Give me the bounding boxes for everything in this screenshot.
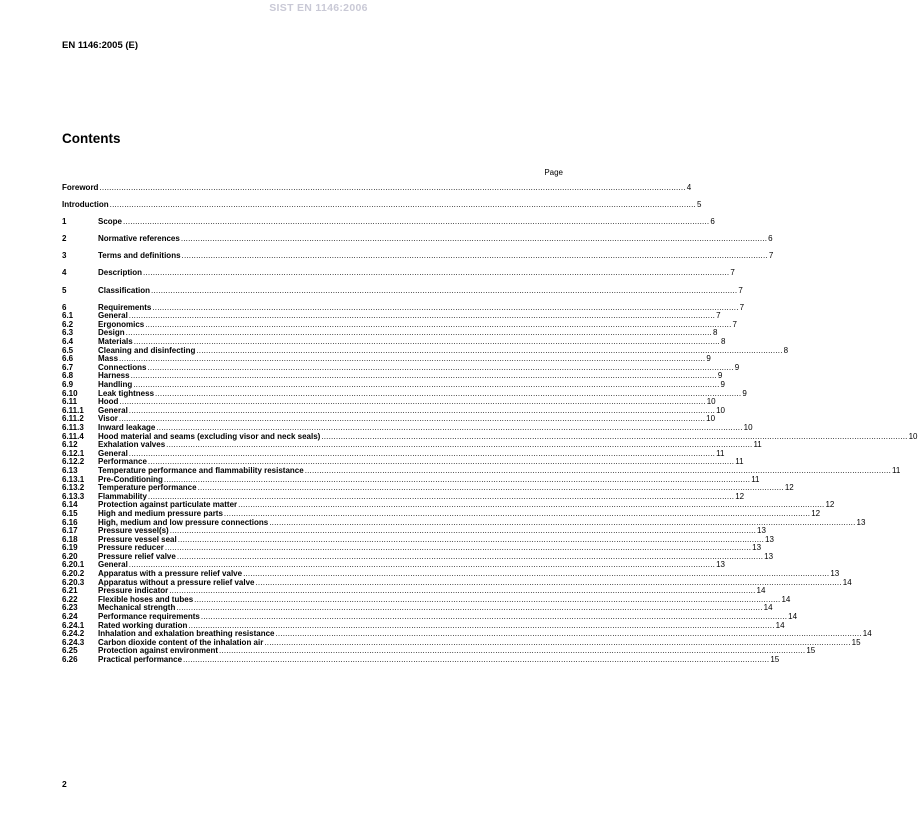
toc-page-number: 14: [788, 612, 798, 622]
table-of-contents: [62, 183, 918, 665]
toc-section-number: 6.4: [62, 337, 74, 347]
toc-section-number: 6.8: [62, 371, 74, 381]
toc-page-number: 11: [892, 465, 901, 475]
page-column-label: Page: [544, 168, 563, 177]
toc-section-number: 6.20.3: [62, 577, 85, 587]
toc-section-title: Classification: [98, 285, 151, 295]
toc-section-number: 6.7: [62, 362, 74, 372]
toc-section-number: 6.12.1: [62, 448, 85, 458]
toc-section-title: Practical performance: [98, 655, 183, 664]
toc-page-number: 13: [765, 534, 774, 544]
toc-section-title: Temperature performance and flammability resistance: [98, 465, 304, 475]
toc-page-number: 9: [720, 380, 725, 389]
toc-dot-leader: [110, 201, 696, 210]
toc-page-number: 14: [763, 603, 773, 613]
toc-section-title: Flexible hoses and tubes: [98, 594, 194, 604]
toc-page-number: 14: [756, 586, 766, 596]
toc-section-number: 6.13.1: [62, 474, 85, 484]
toc-section-number: 2: [62, 234, 67, 244]
toc-dot-leader: [143, 269, 729, 278]
toc-page-number: 10: [743, 422, 753, 432]
page-title: Contents: [62, 131, 121, 146]
toc-section-title: Pressure indicator: [98, 586, 169, 596]
toc-section-title: Visor: [98, 414, 118, 424]
toc-section-title: Cleaning and disinfecting: [98, 345, 196, 355]
toc-section-number: 6.6: [62, 354, 74, 364]
toc-section-title: Protection against particulate matter: [98, 500, 238, 510]
toc-section-number: 4: [62, 268, 67, 278]
toc-page-number: 8: [712, 328, 718, 338]
toc-page-number: 11: [753, 440, 762, 450]
toc-section-number: 6.24.3: [62, 637, 85, 647]
toc-page-number: 13: [830, 569, 840, 579]
toc-section-number: 6.19: [62, 543, 78, 553]
toc-page-number: 13: [764, 551, 774, 561]
toc-section-title: Foreword: [62, 183, 99, 192]
toc-section-title: Apparatus without a pressure relief valve: [98, 577, 255, 587]
toc-page-number: 8: [783, 345, 789, 355]
toc-section-title: General: [98, 405, 128, 415]
toc-section-title: Carbon dioxide content of the inhalation air: [98, 637, 264, 647]
toc-section-number: 6.11.3: [62, 422, 84, 432]
toc-section-title: Connections: [98, 362, 147, 372]
toc-page-number: 10: [716, 405, 725, 415]
toc-section-number: 6.5: [62, 345, 74, 355]
toc-page-number: 11: [716, 448, 725, 458]
toc-section-number: 5: [62, 285, 67, 295]
toc-page-number: 4: [686, 183, 692, 192]
toc-page-number: 7: [768, 251, 774, 261]
toc-page-number: 9: [734, 362, 740, 372]
toc-section-number: 6.12: [62, 440, 78, 450]
toc-section-number: 6.22: [62, 594, 78, 604]
toc-section-number: 6.12.2: [62, 457, 85, 467]
toc-dot-leader: [151, 287, 737, 296]
toc-page-number: 10: [706, 397, 716, 407]
toc-dot-leader: [182, 252, 768, 261]
toc-section-number: 6.24.1: [62, 620, 85, 630]
toc-page-number: 6: [768, 234, 773, 244]
toc-section-number: 6.24.2: [62, 629, 85, 639]
toc-dot-leader: [183, 656, 769, 665]
toc-section-number: 6.20.1: [62, 560, 85, 570]
toc-section-number: 6.18: [62, 534, 78, 544]
toc-section-title: Harness: [98, 371, 130, 381]
toc-section-title: Performance: [98, 457, 147, 467]
toc-page-number: 7: [732, 319, 737, 329]
toc-section-title: Hood: [98, 397, 119, 407]
toc-section-number: 6.24: [62, 612, 78, 622]
toc-section-number: 6.13.2: [62, 483, 85, 493]
toc-page-number: 13: [716, 560, 725, 570]
toc-page-number: 13: [752, 543, 762, 553]
toc-page-number: 10: [706, 414, 716, 424]
toc-section-title: Rated working duration: [98, 620, 188, 630]
toc-section-title: General: [98, 311, 128, 321]
toc-page-number: 12: [735, 491, 745, 501]
toc-section-title: Flammability: [98, 491, 147, 501]
toc-section-title: Temperature performance: [98, 483, 197, 493]
toc-entry[interactable]: [62, 183, 692, 193]
toc-section-number: 6.23: [62, 603, 78, 613]
toc-page-number: 7: [716, 311, 721, 321]
toc-page-number: 7: [738, 285, 743, 295]
toc-section-title: Mass: [98, 354, 119, 364]
toc-section-number: 6.9: [62, 380, 74, 389]
toc-section-number: 6.3: [62, 328, 74, 338]
toc-section-number: 1: [62, 217, 67, 227]
toc-section-number: 6.14: [62, 500, 78, 510]
document-id: EN 1146:2005 (E): [62, 40, 139, 51]
toc-page-number: 14: [775, 620, 785, 630]
toc-section-title: Inward leakage: [98, 422, 156, 432]
toc-section-title: Pressure relief valve: [98, 551, 176, 561]
toc-section-title: General: [98, 560, 128, 570]
toc-page-number: 12: [811, 508, 821, 518]
toc-section-title: Exhalation valves: [98, 440, 166, 450]
toc-section-title: Introduction: [62, 200, 109, 210]
toc-section-number: 6.2: [62, 319, 74, 329]
toc-section-title: Description: [98, 268, 143, 278]
toc-section-number: 6.13.3: [62, 491, 85, 501]
toc-section-number: 6.17: [62, 526, 78, 536]
toc-dot-leader: [123, 218, 709, 227]
toc-page-number: 14: [842, 577, 852, 587]
toc-entry[interactable]: [62, 251, 774, 261]
toc-page-number: 14: [781, 594, 791, 604]
toc-section-title: High and medium pressure parts: [98, 508, 223, 518]
toc-section-number: 6.20: [62, 551, 78, 561]
toc-section-number: 6.16: [62, 517, 78, 527]
toc-section-title: Pressure reducer: [98, 543, 164, 553]
toc-section-title: Ergonomics: [98, 319, 145, 329]
toc-page-number: 15: [806, 646, 816, 656]
page-number: 2: [62, 779, 67, 789]
toc-page-number: 8: [720, 337, 726, 347]
toc-section-number: 6.1: [62, 311, 74, 321]
toc-section-title: Pressure vessel seal: [98, 534, 177, 544]
toc-section-number: 6.11.2: [62, 414, 84, 424]
toc-section-title: Normative references: [98, 234, 180, 244]
toc-page-number: 7: [739, 302, 745, 312]
toc-section-title: Pressure vessel(s): [98, 526, 169, 536]
toc-section-title: Performance requirements: [98, 612, 200, 622]
toc-section-number: 6.20.2: [62, 569, 85, 579]
toc-section-number: 6.11.4: [62, 431, 84, 441]
toc-page-number: 9: [706, 354, 711, 364]
toc-section-title: General: [98, 448, 128, 458]
toc-section-number: 6: [62, 302, 67, 312]
toc-section-number: 6.21: [62, 586, 78, 596]
toc-section-title: Pre-Conditioning: [98, 474, 163, 484]
toc-page-number: 15: [770, 655, 780, 664]
toc-section-title: Hood material and seams (excluding visor and neck seals): [98, 431, 321, 441]
toc-page-number: 9: [717, 371, 723, 381]
toc-entry[interactable]: [62, 655, 780, 665]
toc-section-number: 3: [62, 251, 67, 261]
toc-section-title: Leak tightness: [98, 388, 155, 398]
toc-page-number: 12: [825, 500, 835, 510]
toc-section-title: High, medium and low pressure connections: [98, 517, 269, 527]
toc-page-number: 6: [710, 217, 715, 227]
toc-entry[interactable]: [62, 200, 702, 210]
toc-entry[interactable]: [62, 285, 743, 296]
toc-page-number: 14: [862, 629, 872, 639]
toc-page-number: 15: [851, 637, 861, 647]
toc-page-number: 11: [735, 457, 744, 467]
toc-section-number: 6.13: [62, 465, 78, 475]
toc-page-number: 13: [757, 526, 766, 536]
toc-section-title: Terms and definitions: [98, 251, 181, 261]
toc-page-number: 10: [908, 431, 918, 441]
toc-entry[interactable]: [62, 268, 735, 278]
toc-page-number: 9: [742, 388, 747, 398]
toc-page-number: 13: [856, 517, 866, 527]
toc-section-number: 6.11: [62, 397, 78, 407]
toc-page-number: 12: [784, 483, 794, 493]
toc-dot-leader: [181, 235, 767, 244]
toc-entry[interactable]: [62, 234, 773, 244]
toc-section-title: Design: [98, 328, 125, 338]
toc-section-title: Inhalation and exhalation breathing resistance: [98, 629, 275, 639]
toc-section-title: Materials: [98, 337, 133, 347]
toc-section-number: 6.25: [62, 646, 78, 656]
toc-section-number: 6.15: [62, 508, 78, 518]
watermark: SIST EN 1146:2006: [269, 2, 368, 14]
toc-dot-leader: [99, 184, 685, 193]
toc-section-title: Handling: [98, 380, 133, 389]
toc-page-number: 5: [696, 200, 702, 210]
toc-section-number: 6.10: [62, 388, 78, 398]
toc-section-title: Scope: [98, 217, 123, 227]
toc-section-title: Requirements: [98, 302, 152, 312]
toc-page-number: 7: [730, 268, 735, 278]
toc-section-title: Protection against environment: [98, 646, 219, 656]
toc-section-number: 6.26: [62, 655, 78, 664]
toc-section-title: Apparatus with a pressure relief valve: [98, 569, 243, 579]
toc-page-number: 11: [751, 474, 760, 484]
toc-entry[interactable]: [62, 217, 715, 227]
toc-section-title: Mechanical strength: [98, 603, 176, 613]
toc-section-number: 6.11.1: [62, 405, 84, 415]
